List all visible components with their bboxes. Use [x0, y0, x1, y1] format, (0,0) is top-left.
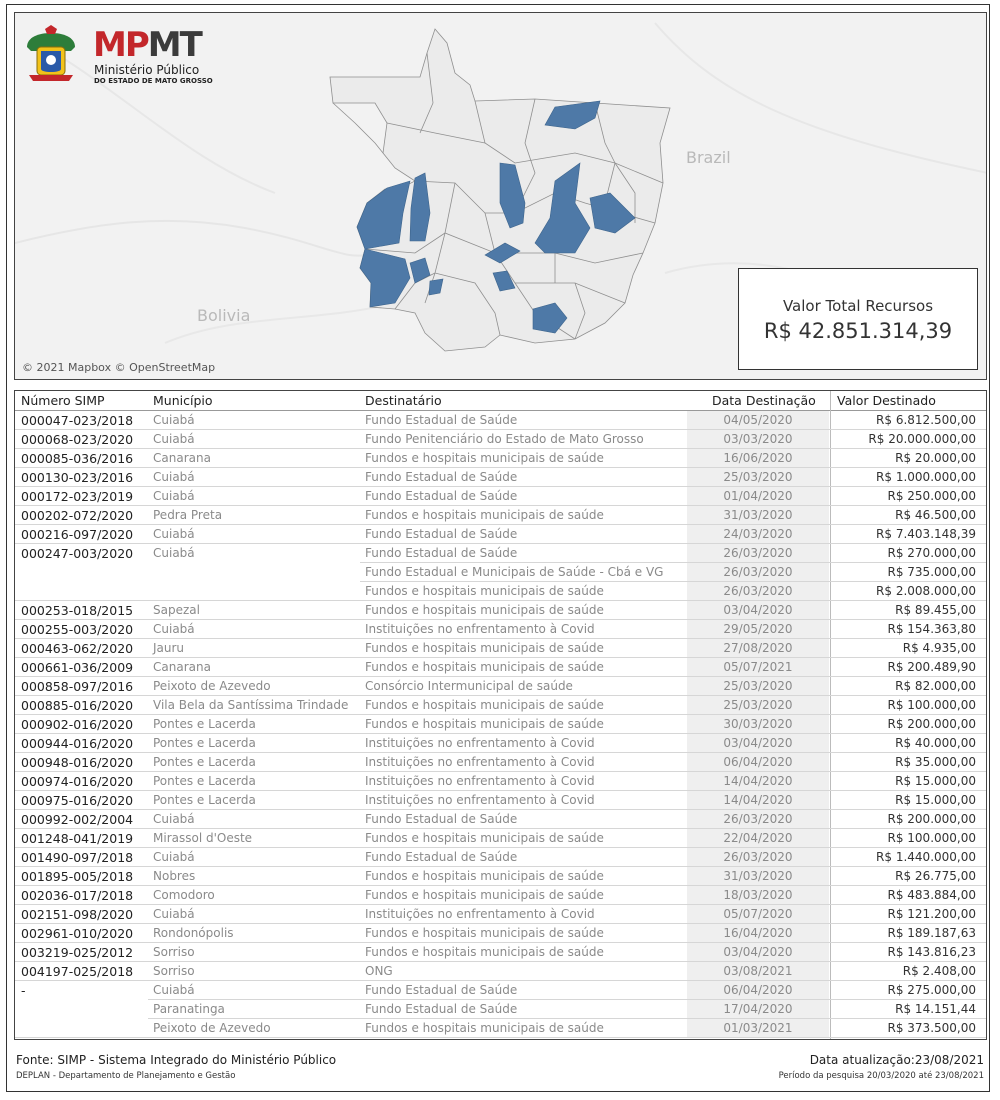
cell-simp: 000202-072/2020	[21, 508, 134, 523]
cell-destinatario: Instituições no enfrentamento à Covid	[365, 622, 595, 636]
cell-valor: R$ 100.000,00	[887, 831, 976, 845]
table-row[interactable]	[15, 487, 986, 506]
cell-destinatario: Fundo Estadual e Municipais de Saúde - Cbá e VG	[365, 565, 664, 579]
cell-destinatario: Fundos e hospitais municipais de saúde	[365, 660, 604, 674]
cell-destinatario: Instituições no enfrentamento à Covid	[365, 793, 595, 807]
cell-destinatario: Fundos e hospitais municipais de saúde	[365, 508, 604, 522]
cell-simp: 000661-036/2009	[21, 660, 134, 675]
cell-destinatario: Fundos e hospitais municipais de saúde	[365, 584, 604, 598]
table-panel[interactable]	[14, 390, 987, 1040]
table-row[interactable]	[15, 639, 986, 658]
cell-data: 31/03/2020	[687, 867, 829, 886]
cell-simp: 000216-097/2020	[21, 527, 134, 542]
table-row[interactable]	[15, 867, 986, 886]
cell-simp: 000858-097/2016	[21, 679, 134, 694]
cell-data: 18/03/2020	[687, 886, 829, 905]
cell-destinatario: ONG	[365, 964, 393, 978]
cell-simp: 000974-016/2020	[21, 774, 134, 789]
cell-valor: R$ 483.884,00	[887, 888, 976, 902]
table-row[interactable]	[15, 449, 986, 468]
logo-wordmark: MPMT	[93, 25, 201, 65]
cell-data: 03/04/2020	[687, 943, 829, 962]
country-label-brazil: Brazil	[686, 148, 731, 167]
table-row[interactable]	[15, 943, 986, 962]
cell-valor: R$ 40.000,00	[895, 736, 976, 750]
cell-municipio: Sapezal	[153, 603, 200, 617]
cell-simp: 000172-023/2019	[21, 489, 134, 504]
header-data[interactable]: Data Destinação	[712, 393, 816, 408]
cell-destinatario: Instituições no enfrentamento à Covid	[365, 774, 595, 788]
table-row[interactable]	[15, 411, 986, 430]
cell-municipio: Canarana	[153, 451, 211, 465]
cell-valor: R$ 6.812.500,00	[876, 413, 976, 427]
map-panel[interactable]	[14, 12, 987, 380]
cell-municipio: Pontes e Lacerda	[153, 736, 256, 750]
cell-valor: R$ 143.816,23	[887, 945, 976, 959]
cell-simp: 003219-025/2012	[21, 945, 134, 960]
cell-destinatario: Fundos e hospitais municipais de saúde	[365, 945, 604, 959]
cell-data: 05/07/2021	[687, 658, 829, 677]
cell-simp: 000247-003/2020	[21, 546, 134, 561]
cell-simp: 001895-005/2018	[21, 869, 134, 884]
country-label-bolivia: Bolivia	[197, 306, 251, 325]
cell-destinatario: Fundo Estadual de Saúde	[365, 850, 518, 864]
cell-municipio: Pontes e Lacerda	[153, 774, 256, 788]
cell-valor: R$ 2.408,00	[902, 964, 976, 978]
cell-data: 24/03/2020	[687, 525, 829, 544]
cell-valor: R$ 46.500,00	[895, 508, 976, 522]
cell-data: 14/04/2020	[687, 772, 829, 791]
cell-destinatario: Fundos e hospitais municipais de saúde	[365, 603, 604, 617]
cell-simp: 002036-017/2018	[21, 888, 134, 903]
table-header	[15, 391, 986, 411]
cell-data: 16/06/2020	[687, 449, 829, 468]
cell-simp: 000047-023/2018	[21, 413, 134, 428]
table-row[interactable]	[15, 791, 986, 810]
cell-valor: R$ 15.000,00	[895, 793, 976, 807]
table-body	[15, 411, 986, 1038]
table-row[interactable]	[15, 696, 986, 715]
header-valor[interactable]: Valor Destinado	[837, 393, 936, 408]
cell-simp: 000255-003/2020	[21, 622, 134, 637]
table-row[interactable]	[15, 829, 986, 848]
cell-valor: R$ 7.403.148,39	[876, 527, 976, 541]
cell-municipio: Cuiabá	[153, 812, 195, 826]
cell-destinatario: Instituições no enfrentamento à Covid	[365, 907, 595, 921]
table-row[interactable]	[15, 582, 986, 601]
cell-simp: 002151-098/2020	[21, 907, 134, 922]
cell-data: 25/03/2020	[687, 696, 829, 715]
cell-valor: R$ 1.440.000,00	[876, 850, 976, 864]
cell-valor: R$ 89.455,00	[895, 603, 976, 617]
cell-municipio: Rondonópolis	[153, 926, 234, 940]
table-row[interactable]	[15, 677, 986, 696]
cell-municipio: Paranatinga	[153, 1002, 225, 1016]
cell-data: 06/04/2020	[687, 981, 829, 1000]
cell-data: 17/04/2020	[687, 1000, 829, 1019]
cell-destinatario: Fundo Estadual de Saúde	[365, 413, 518, 427]
cell-simp: 000085-036/2016	[21, 451, 134, 466]
cell-municipio: Sorriso	[153, 945, 195, 959]
cell-destinatario: Fundo Estadual de Saúde	[365, 527, 518, 541]
cell-valor: R$ 154.363,80	[887, 622, 976, 636]
cell-municipio: Peixoto de Azevedo	[153, 679, 271, 693]
cell-data: 06/04/2020	[687, 753, 829, 772]
cell-valor: R$ 1.000.000,00	[876, 470, 976, 484]
cell-valor: R$ 100.000,00	[887, 698, 976, 712]
table-row[interactable]	[15, 753, 986, 772]
cell-simp: 001248-041/2019	[21, 831, 134, 846]
cell-simp: 004197-025/2018	[21, 964, 134, 979]
cell-valor: R$ 270.000,00	[887, 546, 976, 560]
cell-municipio: Cuiabá	[153, 850, 195, 864]
cell-data: 14/04/2020	[687, 791, 829, 810]
table-row[interactable]	[15, 981, 986, 1000]
cell-data: 26/03/2020	[687, 848, 829, 867]
cell-simp: 000975-016/2020	[21, 793, 134, 808]
footer-period: Período da pesquisa 20/03/2020 até 23/08/2021	[778, 1071, 984, 1081]
footer-source: Fonte: SIMP - Sistema Integrado do Ministério Público	[16, 1053, 337, 1067]
table-row[interactable]	[15, 544, 986, 563]
cell-municipio: Canarana	[153, 660, 211, 674]
cell-simp: 000885-016/2020	[21, 698, 134, 713]
cell-data: 01/03/2021	[687, 1019, 829, 1038]
cell-municipio: Mirassol d'Oeste	[153, 831, 253, 845]
table-row[interactable]	[15, 1019, 986, 1038]
cell-municipio: Pontes e Lacerda	[153, 755, 256, 769]
table-row[interactable]	[15, 905, 986, 924]
table-row[interactable]	[15, 924, 986, 943]
cell-data: 27/08/2020	[687, 639, 829, 658]
cell-valor: R$ 189.187,63	[887, 926, 976, 940]
cell-data: 26/03/2020	[687, 563, 829, 582]
cell-data: 01/04/2020	[687, 487, 829, 506]
cell-data: 05/07/2020	[687, 905, 829, 924]
cell-valor: R$ 14.151,44	[895, 1002, 976, 1016]
table-row[interactable]	[15, 848, 986, 867]
table-row[interactable]	[15, 430, 986, 449]
cell-data: 25/03/2020	[687, 677, 829, 696]
cell-valor: R$ 735.000,00	[887, 565, 976, 579]
mpmt-logo	[21, 25, 221, 85]
cell-valor: R$ 200.000,00	[887, 812, 976, 826]
logo-line2: DO ESTADO DE MATO GROSSO	[94, 77, 213, 85]
cell-municipio: Vila Bela da Santíssima Trindade	[153, 698, 349, 712]
cell-destinatario: Fundo Estadual de Saúde	[365, 546, 518, 560]
coat-of-arms-icon	[21, 25, 81, 85]
cell-valor: R$ 26.775,00	[895, 869, 976, 883]
cell-valor: R$ 200.489,90	[887, 660, 976, 674]
cell-destinatario: Fundo Estadual de Saúde	[365, 489, 518, 503]
cell-municipio: Cuiabá	[153, 907, 195, 921]
cell-data: 03/04/2020	[687, 734, 829, 753]
cell-data: 29/05/2020	[687, 620, 829, 639]
cell-destinatario: Fundos e hospitais municipais de saúde	[365, 698, 604, 712]
cell-municipio: Peixoto de Azevedo	[153, 1021, 271, 1035]
table-row[interactable]	[15, 620, 986, 639]
cell-destinatario: Fundo Estadual de Saúde	[365, 1002, 518, 1016]
cell-data: 03/04/2020	[687, 601, 829, 620]
cell-municipio: Pedra Preta	[153, 508, 223, 522]
cell-destinatario: Fundo Estadual de Saúde	[365, 470, 518, 484]
cell-data: 22/04/2020	[687, 829, 829, 848]
cell-municipio: Pontes e Lacerda	[153, 793, 256, 807]
table-row[interactable]	[15, 563, 986, 582]
table-row[interactable]	[15, 772, 986, 791]
cell-simp: 000902-016/2020	[21, 717, 134, 732]
cell-destinatario: Fundos e hospitais municipais de saúde	[365, 1021, 604, 1035]
cell-destinatario: Fundos e hospitais municipais de saúde	[365, 831, 604, 845]
table-row[interactable]	[15, 468, 986, 487]
cell-municipio: Jauru	[153, 641, 185, 655]
cell-simp: 000948-016/2020	[21, 755, 134, 770]
cell-destinatario: Fundos e hospitais municipais de saúde	[365, 717, 604, 731]
cell-municipio: Sorriso	[153, 964, 195, 978]
cell-data: 26/03/2020	[687, 810, 829, 829]
cell-simp: 000130-023/2016	[21, 470, 134, 485]
table-row[interactable]	[15, 886, 986, 905]
cell-data: 03/03/2020	[687, 430, 829, 449]
cell-municipio: Cuiabá	[153, 489, 195, 503]
cell-municipio: Cuiabá	[153, 470, 195, 484]
header-simp[interactable]: Número SIMP	[21, 393, 105, 408]
cell-valor: R$ 20.000,00	[895, 451, 976, 465]
header-destinatario[interactable]: Destinatário	[365, 393, 442, 408]
cell-destinatario: Fundo Estadual de Saúde	[365, 812, 518, 826]
table-row[interactable]	[15, 1000, 986, 1019]
cell-destinatario: Fundo Estadual de Saúde	[365, 983, 518, 997]
cell-data: 26/03/2020	[687, 582, 829, 601]
cell-valor: R$ 200.000,00	[887, 717, 976, 731]
table-row[interactable]	[15, 506, 986, 525]
cell-municipio: Cuiabá	[153, 546, 195, 560]
logo-line1: Ministério Público	[94, 63, 200, 77]
cell-simp: -	[21, 983, 26, 998]
header-municipio[interactable]: Município	[153, 393, 213, 408]
cell-municipio: Nobres	[153, 869, 196, 883]
cell-simp: 001490-097/2018	[21, 850, 134, 865]
footer-department: DEPLAN - Departamento de Planejamento e Gestão	[16, 1071, 236, 1081]
table-row[interactable]	[15, 601, 986, 620]
row-divider	[15, 1037, 986, 1038]
table-row[interactable]	[15, 658, 986, 677]
cell-simp: 000992-002/2004	[21, 812, 134, 827]
cell-valor: R$ 121.200,00	[887, 907, 976, 921]
cell-valor: R$ 82.000,00	[895, 679, 976, 693]
cell-data: 25/03/2020	[687, 468, 829, 487]
kpi-total-box	[738, 268, 978, 370]
cell-destinatario: Fundos e hospitais municipais de saúde	[365, 451, 604, 465]
cell-valor: R$ 373.500,00	[887, 1021, 976, 1035]
cell-data: 31/03/2020	[687, 506, 829, 525]
cell-valor: R$ 4.935,00	[902, 641, 976, 655]
table-row[interactable]	[15, 810, 986, 829]
cell-municipio: Pontes e Lacerda	[153, 717, 256, 731]
cell-simp: 002961-010/2020	[21, 926, 134, 941]
cell-simp: 000253-018/2015	[21, 603, 134, 618]
table-row[interactable]	[15, 962, 986, 981]
cell-valor: R$ 35.000,00	[895, 755, 976, 769]
cell-data: 04/05/2020	[687, 411, 829, 430]
cell-data: 26/03/2020	[687, 544, 829, 563]
cell-data: 30/03/2020	[687, 715, 829, 734]
cell-valor: R$ 15.000,00	[895, 774, 976, 788]
cell-valor: R$ 20.000.000,00	[868, 432, 976, 446]
cell-destinatario: Instituições no enfrentamento à Covid	[365, 736, 595, 750]
cell-destinatario: Consórcio Intermunicipal de saúde	[365, 679, 573, 693]
cell-municipio: Cuiabá	[153, 432, 195, 446]
cell-municipio: Comodoro	[153, 888, 215, 902]
map-credit[interactable]: © 2021 Mapbox © OpenStreetMap	[22, 361, 216, 374]
cell-destinatario: Fundos e hospitais municipais de saúde	[365, 926, 604, 940]
cell-valor: R$ 250.000,00	[887, 489, 976, 503]
cell-destinatario: Fundo Penitenciário do Estado de Mato Grosso	[365, 432, 644, 446]
cell-valor: R$ 2.008.000,00	[876, 584, 976, 598]
cell-municipio: Cuiabá	[153, 527, 195, 541]
cell-simp: 000068-023/2020	[21, 432, 134, 447]
cell-destinatario: Fundos e hospitais municipais de saúde	[365, 888, 604, 902]
table-row[interactable]	[15, 525, 986, 544]
cell-municipio: Cuiabá	[153, 622, 195, 636]
cell-destinatario: Instituições no enfrentamento à Covid	[365, 755, 595, 769]
cell-destinatario: Fundos e hospitais municipais de saúde	[365, 869, 604, 883]
cell-data: 03/08/2021	[687, 962, 829, 981]
footer-update-date: Data atualização:23/08/2021	[809, 1053, 984, 1067]
cell-simp: 000463-062/2020	[21, 641, 134, 656]
cell-data: 16/04/2020	[687, 924, 829, 943]
kpi-title: Valor Total Recursos	[782, 297, 934, 315]
cell-simp: 000944-016/2020	[21, 736, 134, 751]
table-row[interactable]	[15, 715, 986, 734]
kpi-value: R$ 42.851.314,39	[763, 319, 953, 343]
cell-destinatario: Fundos e hospitais municipais de saúde	[365, 641, 604, 655]
cell-valor: R$ 275.000,00	[887, 983, 976, 997]
table-row[interactable]	[15, 734, 986, 753]
cell-municipio: Cuiabá	[153, 983, 195, 997]
cell-municipio: Cuiabá	[153, 413, 195, 427]
